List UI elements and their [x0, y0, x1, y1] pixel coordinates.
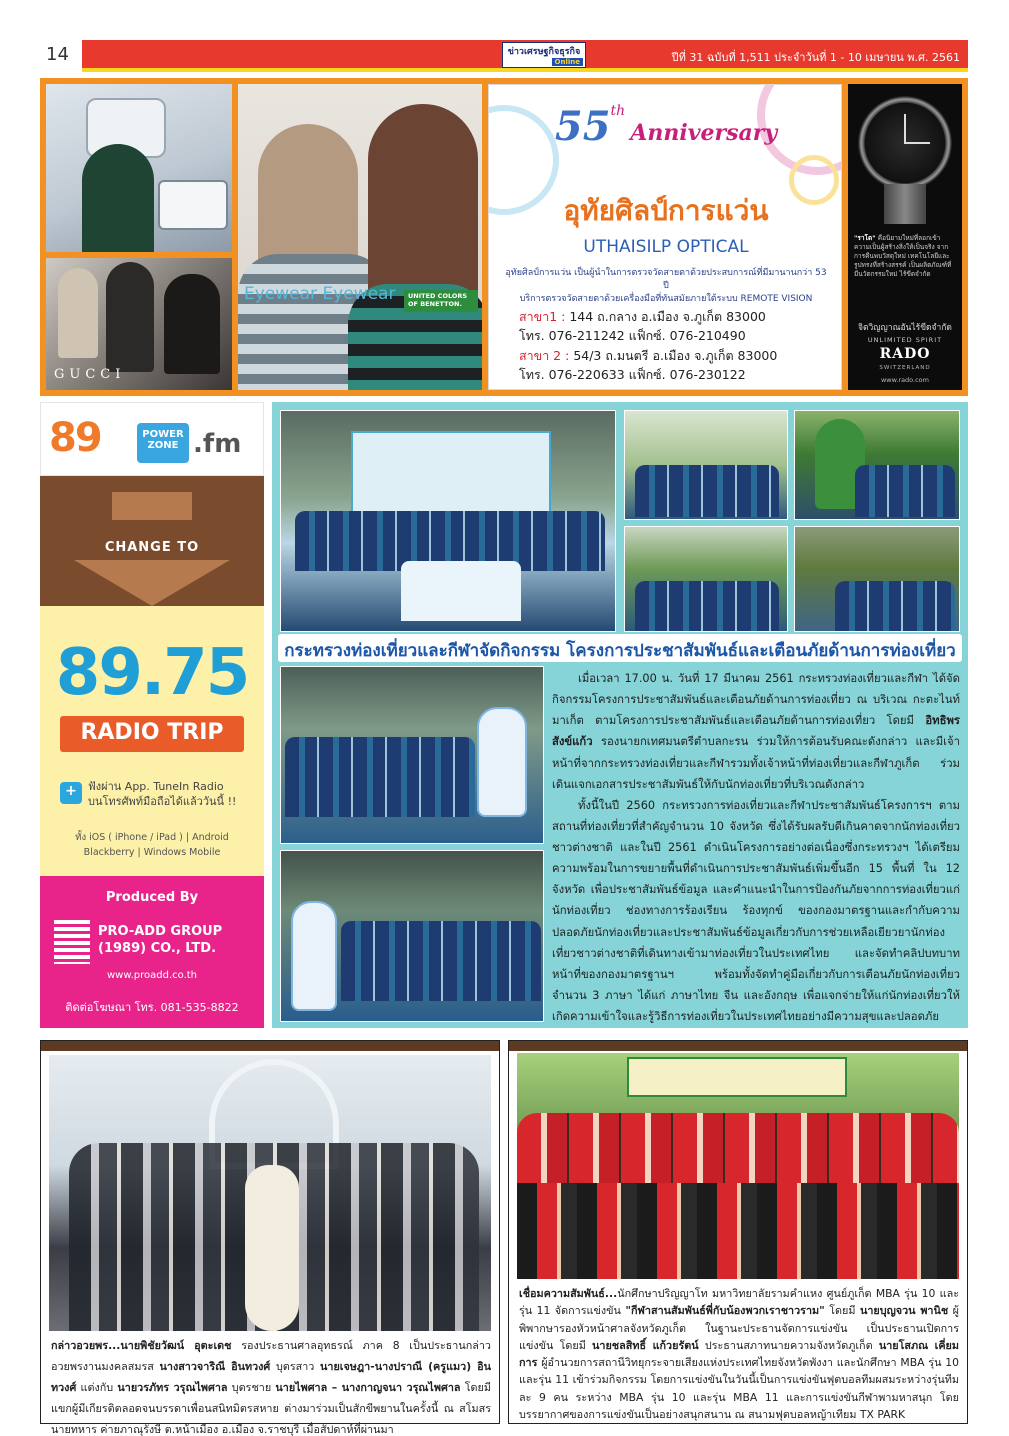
branch-phone: โทร. 076-220633 แฟ็กซ์. 076-230122: [519, 367, 746, 383]
group-photo: [280, 850, 544, 1022]
watch-hand: [904, 114, 906, 144]
arrow-stem: [112, 492, 192, 520]
rado-description: [854, 234, 956, 279]
producer-website: www.proadd.co.th: [106, 970, 198, 981]
anniversary-number: 55: [554, 103, 611, 150]
football-team-photo: [517, 1053, 959, 1279]
radio-fm: .fm: [193, 429, 242, 459]
platforms: [50, 830, 254, 860]
rado-unlimited: UNLIMITED SPIRIT: [867, 336, 943, 344]
mascot-photo: [794, 410, 960, 520]
optical-description-line: อุทัยศิลป์การแว่น เป็นผู้นำในการตรวจวัดสายตาด้วยประสบการณ์ที่มีมานานกว่า 53 ปี: [505, 268, 827, 292]
caption-lead: กล่าวอวยพร...นายพิชัยวัฒน์ อุตะเดช: [51, 1339, 232, 1352]
platforms-line: ทั้ง iOS ( iPhone / iPad ) | Android: [75, 832, 229, 843]
wedding-caption: [51, 1335, 491, 1436]
watch-icon: [858, 96, 952, 190]
anniversary-word: Anniversary: [630, 120, 778, 146]
caption-person: นายบุญจวน พานิช: [859, 1304, 949, 1318]
radio-frequency: 89.75: [55, 636, 249, 710]
radio-program: RADIO TRIP: [60, 716, 244, 752]
producer-name-line: (1989) CO., LTD.: [98, 940, 217, 956]
optical-description-line: บริการตรวจวัดสายตาด้วยเครื่องมือที่ทันสมัยภายใต้ระบบ REMOTE VISION: [519, 294, 813, 305]
anniversary-title: [489, 103, 842, 150]
wedding-photo: [49, 1055, 491, 1331]
booth-counter: [401, 561, 521, 621]
masthead-title: ข่าวเศรษฐกิจธุรกิจ: [507, 47, 581, 57]
change-to-label: CHANGE TO: [104, 540, 200, 555]
article-body: [552, 668, 960, 1027]
platforms-line: Blackberry | Windows Mobile: [83, 847, 221, 859]
caption-text: แต่งกับ: [80, 1381, 114, 1395]
rado-logo: RADO: [879, 346, 931, 362]
optical-branches: [519, 307, 819, 385]
producer-name-line: PRO-ADD GROUP: [98, 924, 223, 939]
article-person: อิทธิพร สังข์แก้ว: [552, 714, 960, 749]
page-header: [40, 40, 968, 72]
caption-text: ประธานสภาทนายความจังหวัดภูเก็ต: [704, 1338, 873, 1352]
staff-group: [635, 581, 779, 632]
branch-address: 54/3 ถ.มนตรี อ.เมือง จ.ภูเก็ต 83000: [573, 347, 778, 363]
arrow-down-icon: [74, 560, 230, 606]
rado-country: SWITZERLAND: [879, 365, 931, 371]
radio-brand-header: [40, 402, 264, 476]
rado-website: www.rado.com: [880, 376, 929, 384]
radio-brand-number: 89: [49, 415, 101, 461]
gucci-logo: GUCCI: [54, 367, 126, 382]
tunein-line: ฟังผ่าน App. TuneIn Radio: [88, 780, 224, 793]
eyewear-caption: Eyewear Eyewear: [244, 284, 396, 304]
tourist-photo: [624, 526, 788, 632]
uthaisilp-optical-ad: [488, 84, 842, 390]
change-to-panel: [40, 476, 264, 606]
optometrist-figure: [82, 144, 154, 252]
tunein-info: [60, 780, 256, 810]
caption-lead: เชื่อมความสัมพันธ์...: [519, 1287, 618, 1300]
branch-label: สาขา1 :: [519, 309, 566, 324]
power-zone-badge: POWER ZONE: [137, 423, 189, 463]
football-caption: [519, 1285, 959, 1423]
gucci-ad-photo: [46, 258, 232, 390]
caption-person: นางสาวจาริณี อินทวงศ์: [159, 1360, 271, 1374]
masthead-logo: [502, 42, 586, 68]
caption-text: โดยมี: [829, 1304, 856, 1318]
radio-ad: [40, 402, 264, 1028]
caption-text: ผู้อำนวยการสถานีวิทยุกระจายเสียงแห่งประเทศไทยจังหวัดพังงา และนักศึกษา MBA รุ่น 10 และรุ่น 11 เข้าร่วมกิจกรรม โดยการแข่งขันในวันนี้เป็นการแข่งขันฟุตบอลทีมผสมระหว่างรุ่นทีมละ 9 คน ระหว่าง MBA รุ่น 10 และรุ่น MBA 11 และการแข่งขันกีฬาพามหาสนุก โดยบรรยากาศของการแข่งขันเป็นอย่างสนุกสนาน ณ สนามฟุตบอลหญ้าเทียม TX PARK: [519, 1356, 960, 1421]
rado-text: คือนิยามใหม่ที่ลอกเข้าความเป็นผู้สร้างสิ่งให้เป็นจริง จากการคืนพบวัสดุใหม่ เทคโนโลยีและรูปทรงที่สร้างสรรค์ เป็นผลิตภัณฑ์ที่มีนวัตกรรมใหม่ ไร้ขีดจำกัด: [854, 234, 952, 279]
caption-person: นายโสภณ เคี่ยมการ: [519, 1338, 959, 1370]
caption-event: "กีฬาสานสัมพันธ์พี่กับน้องพวกเราชาวราม": [625, 1304, 825, 1318]
optical-description: [503, 267, 829, 306]
group-photo: [280, 666, 544, 844]
ad-contact: ติดต่อโฆษณา โทร. 081-535-8822: [65, 1001, 239, 1014]
branch-address: 144 ถ.กลาง อ.เมือง จ.ภูเก็ต 83000: [569, 309, 766, 324]
article-text: รองนายกเทศมนตรีตำบลกะรน ร่วมให้การต้อนรับคณะดังกล่าว และมีเจ้าหน้าที่จากกระทรวงท่องเที่ยวและกีฬารวมทั้งเจ้าหน้าที่ท่องเที่ยวและกีฬาภูเก็ต ร่วมเดินแจกเอกสารประชาสัมพันธ์ให้กับนักท่องเที่ยวที่บริเวณดังกล่าว: [552, 735, 961, 791]
optical-name-en: UTHAISILP OPTICAL: [583, 237, 749, 257]
caption-person: นายชลสิทธิ์ แก้วยรัตน์: [592, 1338, 699, 1352]
mascot-figure: [477, 707, 527, 817]
mascot-figure: [291, 901, 337, 1011]
staff-group: [285, 737, 475, 817]
model-figure: [164, 274, 220, 374]
eye-exam-photo: [46, 84, 232, 252]
caption-text: ผู้พิพากษารองหัวหน้าศาลจังหวัดภูเก็ต ในฐานะประธานจัดการแข่งขัน เป็นประธานเปิดการแข่งขัน โดยมี: [519, 1304, 959, 1352]
rado-brand-th: "ราโด": [854, 234, 876, 242]
issue-info: ปีที่ 31 ฉบับที่ 1,511 ประจำวันที่ 1 - 10 เมษายน พ.ศ. 2561: [671, 51, 960, 64]
anniversary-suffix: th: [610, 103, 626, 119]
model-figure: [106, 262, 154, 372]
caption-text: นักศึกษาปริญญาโท มหาวิทยาลัยรามคำแหง ศูนย์ภูเก็ต MBA รุ่น 10 และรุ่น 11 จัดการแข่งขัน: [519, 1287, 959, 1318]
article-paragraph: ทั้งนี้ในปี 2560 กระทรวงการท่องเที่ยวและกีฬาประชาสัมพันธ์โครงการฯ ตามสถานที่ท่องเที่ยวที่สำคัญจำนวน 10 จังหวัด ซึ่งได้รับผลรับดีเกินคาดจากนักท่องเที่ยวชาวต่างชาติ และในปี 2561 ดำเนินโครงการอย่างต่อเนื่องซึ่งกระทรวงฯ ได้เตรียมความพร้อมในการขยายพื้นที่ดำเนินการประชาสัมพันธ์เพิ่มขึ้นอีก 15 พื้นที่ ใน 12 จังหวัด เพื่อประชาสัมพันธ์ข้อมูล และคำแนะนำในการป้องกันภัยจากการท่องเที่ยวแก่นักท่องเที่ยว ช่องทางการร้องเรียน ร้องทุกข์ ของกองมาตรฐานและกำกับความปลอดภัยนักท่องเที่ยวและประชาสัมพันธ์ข้อมูลเกี่ยวกับการช่วยเหลือเยียวยานักท่องเที่ยวชาวต่างชาติที่เดินทางเข้ามาท่องเที่ยวในประเทศไทย และจัดทำคลิปบทบาทหน้าที่ของกองมาตรฐานฯ พร้อมทั้งจัดทำคู่มือเกี่ยวกับการเตือนภัยนักท่องเที่ยว จำนวน 3 ภาษา ได้แก่ ภาษาไทย จีน และอังกฤษ เพื่อแจกจ่ายให้แก่นักท่องเที่ยวให้เกิดความเข้าใจและรู้วิธีการท่องเที่ยวในประเทศไทยอย่างมีความสุขและปลอดภัย: [552, 798, 960, 1023]
rado-tagline: จิตวิญญาณอันไร้ขีดจำกัด: [858, 323, 952, 333]
staff-group: [635, 465, 779, 517]
staff-group: [855, 465, 955, 517]
tourism-article: [272, 402, 968, 1028]
tunein-plus-icon: +: [60, 782, 82, 804]
pro-add-logo-icon: [54, 920, 90, 964]
event-banner: [627, 1057, 847, 1097]
booth-group-photo: [280, 410, 616, 632]
optical-name-th: อุทัยศิลป์การแว่น: [563, 194, 769, 227]
caption-text: บุตรชาย: [231, 1381, 272, 1395]
producer-panel: [40, 876, 264, 1028]
watch-hand: [904, 142, 930, 144]
model-figure: [58, 268, 98, 358]
produced-by: Produced By: [105, 890, 199, 905]
caption-text: โดยมี แขกผู้มีเกียรติตลอดจนบรรดาเพื่อนสนิทมิตรสหาย ต่างมาร่วมเป็นสักขีพยานในครั้งนี้ ณ สโมสรนายทหาร ค่ายภาณุรังษี ต.หน้าเมือง อ.เมือง จ.ราชบุรี เมื่อสัปดาห์ที่ผ่านมา: [51, 1381, 491, 1436]
masthead-online-tag: Online: [552, 58, 583, 66]
benetton-logo: UNITED COLORS OF BENETTON.: [404, 290, 478, 312]
street-photo: [624, 410, 788, 520]
tourist-photo: [794, 526, 960, 632]
branch-phone: โทร. 076-211242 แฟ็กซ์. 076-210490: [519, 328, 746, 344]
article-paragraph: [552, 668, 960, 795]
staff-group: [835, 581, 955, 632]
bride-figure: [245, 1165, 299, 1331]
exam-keypad: [158, 180, 228, 230]
producer-name: [98, 924, 258, 958]
branch-label: สาขา 2 :: [519, 347, 570, 363]
team-back-row: [517, 1113, 959, 1183]
branch-1: [519, 307, 819, 326]
story-top-bar: [41, 1041, 499, 1051]
tunein-line: บนโทรศัพท์มือถือได้แล้ววันนี้ !!: [88, 794, 237, 808]
watch-strap: [884, 184, 926, 224]
caption-person: นายเจษฎา-นางปราณี (ครูแมว) อินทวงศ์: [51, 1360, 491, 1395]
benetton-ad-photo: [238, 84, 482, 390]
football-story: [508, 1040, 968, 1424]
page-number: 14: [40, 38, 82, 74]
wedding-story: [40, 1040, 500, 1436]
staff-group: [341, 921, 541, 1001]
article-text: เมื่อเวลา 17.00 น. วันที่ 17 มีนาคม 2561 กระทรวงท่องเที่ยวและกีฬา ได้จัดกิจกรรมโครงการประชาสัมพันธ์และเตือนภัยด้านการท่องเที่ยว ณ บริเวณ กะตะไนท์มาเก็ต ตามโครงการประชาสัมพันธ์และเตือนภัยด้านการท่องเที่ยว โดยมี: [552, 672, 960, 728]
story-top-bar: [509, 1041, 967, 1051]
article-headline: กระทรวงท่องเที่ยวและกีฬาจัดกิจกรรม โครงการประชาสัมพันธ์และเตือนภัยด้านการท่องเที่ยว: [278, 634, 962, 662]
rado-ad: [848, 84, 962, 390]
frequency-panel: [40, 606, 264, 876]
team-front-row: [517, 1183, 959, 1279]
caption-person: นายไพศาล – นางกาญจนา วรุณไพศาล: [275, 1381, 461, 1395]
caption-text: บุตรสาว: [275, 1360, 315, 1374]
branch-2: [519, 346, 819, 365]
caption-person: นายวรภัทร วรุณไพศาล: [117, 1381, 228, 1395]
caption-text: รองประธานศาลอุทธรณ์ ภาค 8 เป็นประธานกล่าวอวยพรงานมงคลสมรส: [51, 1339, 491, 1374]
